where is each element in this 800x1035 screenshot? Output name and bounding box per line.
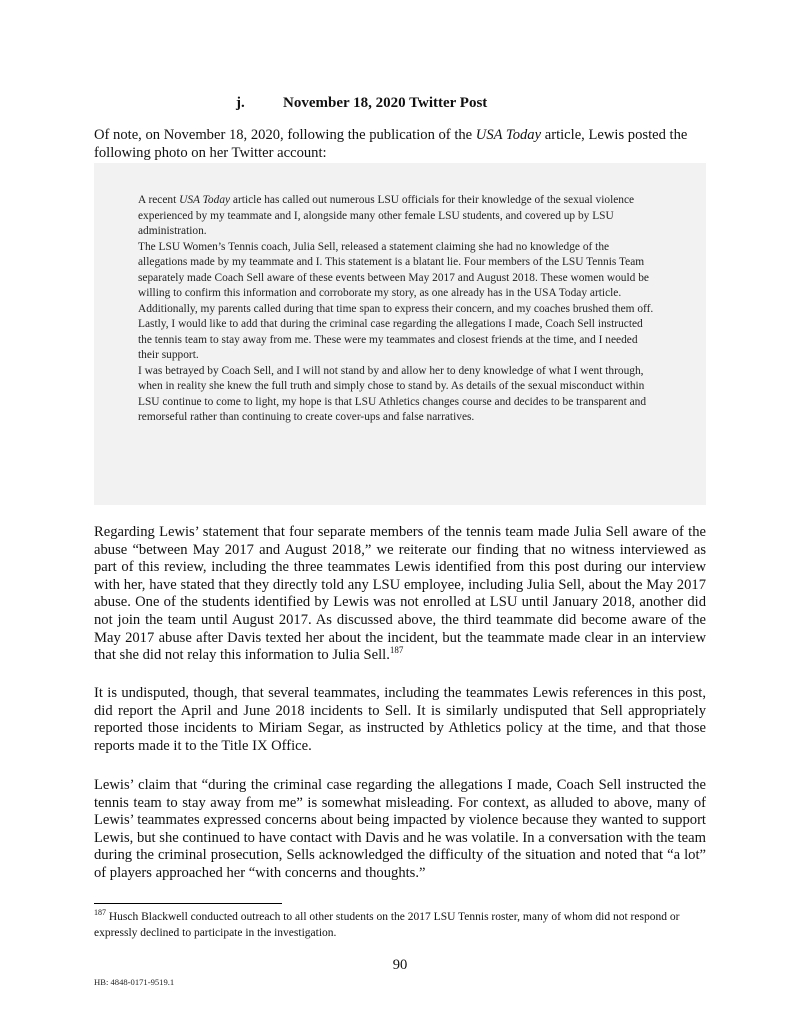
document-id: HB: 4848-0171-9519.1 [94,977,175,987]
footnote-text: Husch Blackwell conducted outreach to all other students on the 2017 LSU Tennis roster, many of whom did not respond or expressly declined to participate in the investigation. [94,911,680,939]
body-paragraph: Regarding Lewis’ statement that four separate members of the tennis team made Julia Sell aware of the abuse “between May 2017 and August 2018,” we reiterate our finding that no witness interviewed as part of this review, including the three teammates Lewis identified from this post during our interview with her, have stated that they directly told any LSU employee, including Julia Sell, about the May 2017 abuse. One of the students identified by Lewis was not enrolled at LSU until January 2018, another did not join the team until August 2017. As discussed above, the third teammate did become aware of the May 2017 abuse after Davis texted her about the incident, but the teammate made clear in an interview that she did not relay this information to Julia Sell.$^{187}$ [94,524,706,664]
twitter-post-image [94,163,706,505]
footnote [94,910,706,941]
section-title: November 18, 2020 Twitter Post [283,95,488,111]
intro-paragraph: Of note, on November 18, 2020, following the publication of the USA Today article, Lewis posted the following photo on her Twitter account: [94,127,688,161]
footnote-divider [94,903,282,904]
body-paragraph: It is undisputed, though, that several teammates, including the teammates Lewis references in this post, did report the April and June 2018 incidents to Sell. It is similarly undisputed that Sell appropriately reported those incidents to Miriam Segar, as instructed by Athletics policy at the time, and that those reports made it to the Title IX Office. [94,685,706,754]
twitter-post-text: I was betrayed by Coach Sell, and I will not stand by and allow her to deny knowledge of what I went through, when in reality she knew the full truth and simply chose to stand by. As details of the sexual misconduct within LSU continue to come to light, my hope is that LSU Athletics changes course and decides to be transparent and remorseful rather than continuing to create cover-ups and false narratives. [138,364,647,423]
footnote-number: 187 [94,908,106,918]
publication-name: USA Today [475,127,542,143]
twitter-post-text: The LSU Women’s Tennis coach, Julia Sell, released a statement claiming she had no knowledge of the allegations made by my teammate and I. This statement is a blatant lie. Four members of the LSU Tennis Team separately made Coach Sell aware of these events between May 2017 and August 2018. These women would be willing to confirm this information and corroborate my story, as one already has in the USA Today article. Additionally, my parents called during that time span to express their concern, and my coaches brushed them off. Lastly, I would like to add that during the criminal case regarding the allegations I made, Coach Sell instructed the tennis team to stay away from me. These were my teammates and closest friends at the time, and I needed their support. [138,240,654,361]
body-paragraph: Lewis’ claim that “during the criminal case regarding the allegations I made, Coach Sell instructed the tennis team to stay away from me” is somewhat misleading. For context, as alluded to above, many of Lewis’ teammates expressed concerns about being impacted by violence because they wanted to support Lewis, but she continued to have contact with Davis and he was volatile. In a conversation with the team during the criminal prosecution, Sells acknowledged the difficulty of the situation and noted that “a lot” of players approached her “with concerns and thoughts.” [94,777,706,881]
section-letter: j. [236,95,245,111]
page-number: 90 [392,957,408,973]
footnote-reference[interactable]: 187 [389,645,404,656]
publication-name: USA Today [179,194,231,206]
section-heading [236,95,487,112]
twitter-post-text: A recent USA Today article has called out numerous LSU officials for their knowledge of the sexual violence experienced by my teammate and I, alongside many other female LSU students, and covered up by LSU administration. [138,194,635,237]
